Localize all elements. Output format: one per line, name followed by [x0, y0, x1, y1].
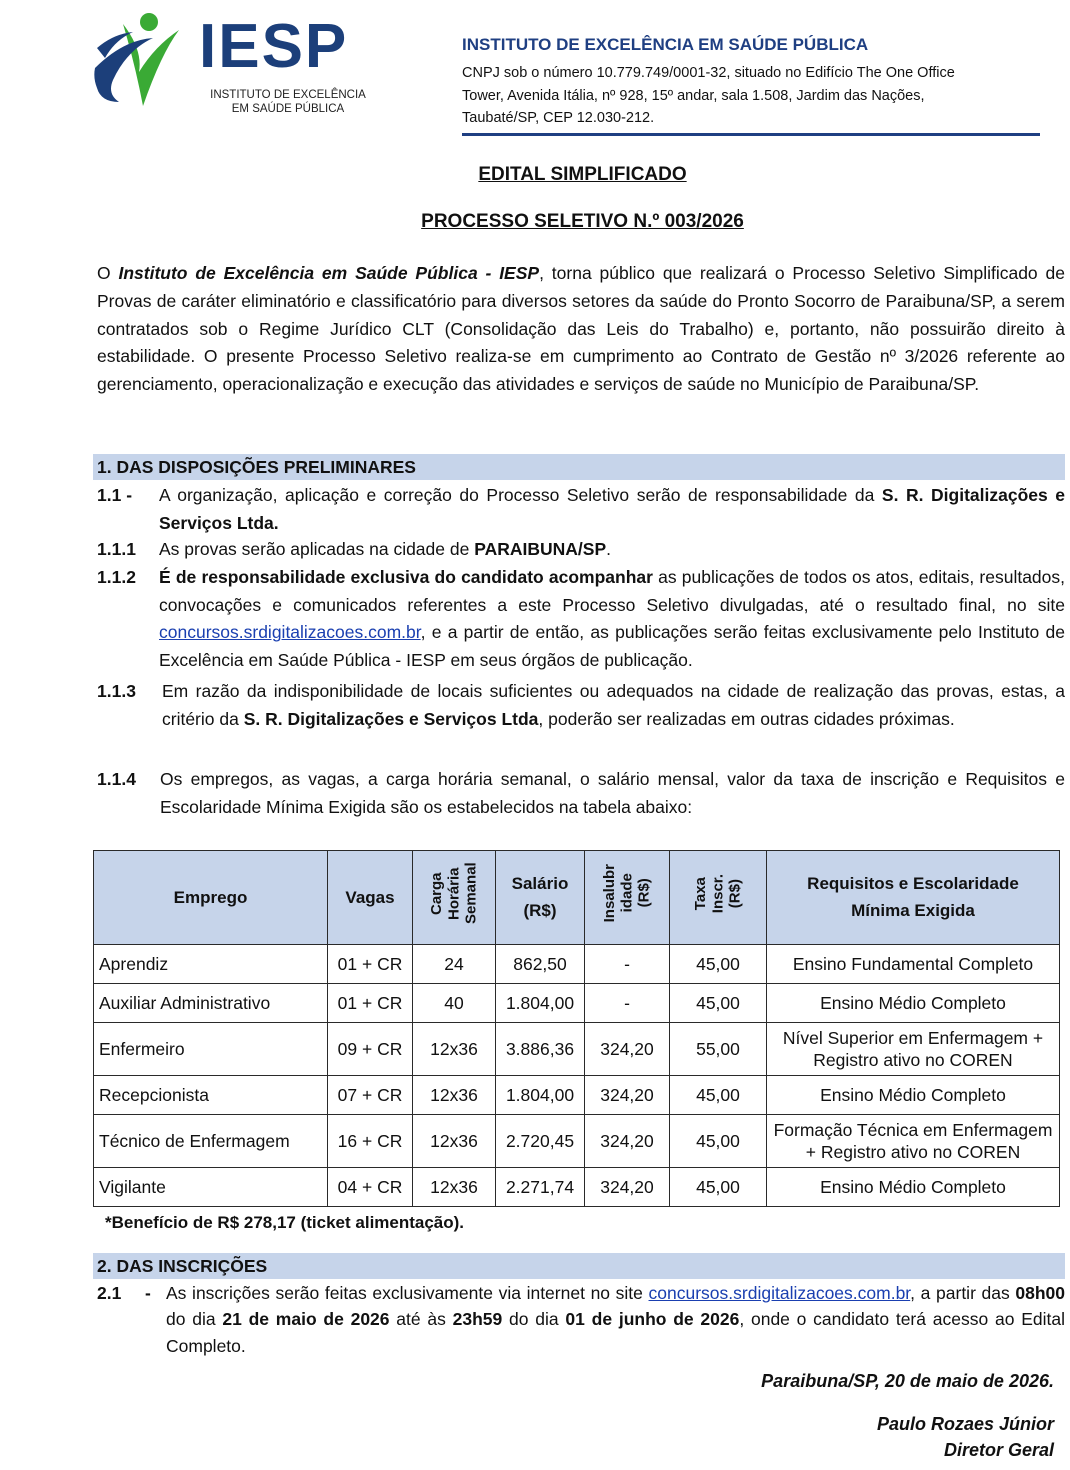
- cell-taxa: 45,00: [670, 1115, 767, 1168]
- item-text-bold: É de responsabilidade exclusiva do candidato acompanhar: [159, 567, 653, 587]
- item-2-1: [97, 1280, 1065, 1359]
- cell-emprego: Técnico de Enfermagem: [94, 1115, 328, 1168]
- cell-taxa: 45,00: [670, 945, 767, 984]
- col-taxa: [670, 851, 767, 945]
- intro-entity: Instituto de Excelência em Saúde Pública - IESP: [118, 263, 540, 283]
- cell-carga: 12x36: [413, 1115, 496, 1168]
- item-1-1-4: [97, 766, 1065, 821]
- col-taxa-line-2: Inscr.: [709, 873, 727, 914]
- item-text: , e a partir de então, as publicações serão feitas exclusivamente pelo Instituto de Excelência em Saúde Pública - IESP em seus órgãos de publicação.: [159, 622, 1065, 670]
- item-text-bold: S. R. Digitalizações e Serviços Ltda.: [159, 485, 1065, 533]
- cell-salario: 2.271,74: [496, 1168, 585, 1207]
- cell-insalubridade: 324,20: [585, 1023, 670, 1076]
- site-link[interactable]: concursos.srdigitalizacoes.com.br: [648, 1283, 911, 1303]
- logo-tagline-line-1: INSTITUTO DE EXCELÊNCIA: [210, 89, 366, 101]
- col-insalubridade: [585, 851, 670, 945]
- cell-requisitos: [767, 1076, 1060, 1115]
- section-1-heading: 1. DAS DISPOSIÇÕES PRELIMINARES: [93, 454, 1065, 480]
- intro-paragraph: [97, 260, 1065, 399]
- signer-name: Paulo Rozaes Júnior: [876, 1414, 1054, 1434]
- section-2-heading: 2. DAS INSCRIÇÕES: [93, 1253, 1065, 1279]
- cell-salario: 1.804,00: [496, 984, 585, 1023]
- item-1-1-1: [97, 536, 1065, 564]
- item-text: do dia: [166, 1309, 223, 1330]
- header-divider: [462, 133, 1040, 136]
- table-row: [94, 1023, 1060, 1076]
- cell-insalubridade: 324,20: [585, 1076, 670, 1115]
- cell-insalubridade: 324,20: [585, 1168, 670, 1207]
- cell-taxa: 45,00: [670, 1076, 767, 1115]
- signature-block: [877, 1411, 1054, 1463]
- req-line-1: Ensino Médio Completo: [820, 992, 1006, 1013]
- table-row: [94, 1168, 1060, 1207]
- col-vagas: Vagas: [328, 851, 413, 945]
- item-number: 1.1.2: [97, 567, 136, 587]
- site-link[interactable]: concursos.srdigitalizacoes.com.br: [159, 622, 421, 643]
- end-time: 23h59: [452, 1309, 503, 1330]
- table-header-row: [94, 851, 1060, 945]
- item-number: 1.1.4: [97, 769, 136, 789]
- place-date: Paraibuna/SP, 20 de maio de 2026.: [761, 1371, 1054, 1391]
- cell-vagas: 09 + CR: [328, 1023, 413, 1076]
- req-line-1: Nível Superior em Enfermagem +: [782, 1027, 1044, 1048]
- col-salario-line-2: (R$): [523, 900, 557, 920]
- item-text: Em razão da indisponibilidade de locais suficientes ou adequados na cidade de realização das provas, estas, a critério da: [162, 681, 1065, 729]
- item-text: do dia: [502, 1309, 566, 1330]
- cell-salario: 2.720,45: [496, 1115, 585, 1168]
- item-text: A organização, aplicação e correção do Processo Seletivo serão de responsabilidade da: [159, 485, 882, 505]
- item-number: 2.1: [97, 1283, 122, 1303]
- logo-wordmark: IESP: [199, 12, 349, 81]
- cell-taxa: 45,00: [670, 984, 767, 1023]
- table-row: [94, 945, 1060, 984]
- item-text-bold: S. R. Digitalizações e Serviços Ltda: [243, 708, 539, 729]
- cell-vagas: 01 + CR: [328, 984, 413, 1023]
- iesp-logo: [93, 10, 373, 120]
- logo-tagline: [203, 88, 373, 117]
- item-1-1: [97, 482, 1065, 537]
- item-text: Os empregos, as vagas, a carga horária semanal, o salário mensal, valor da taxa de inscrição e Requisitos e Escolaridade Mínima Exigida são os estabelecidos na tabela abaixo:: [160, 769, 1065, 817]
- institute-address: CNPJ sob o número 10.779.749/0001-32, situado no Edifício The One Office Tower, Avenida Itália, nº 928, 15º andar, sala 1.508, Jardim das Nações, Taubaté/SP, CEP 12.030-212.: [462, 65, 955, 127]
- col-salario-line-1: Salário: [511, 874, 569, 894]
- institute-name: INSTITUTO DE EXCELÊNCIA EM SAÚDE PÚBLICA: [462, 35, 869, 54]
- table-row: [94, 1076, 1060, 1115]
- start-date: 21 de maio de 2026: [222, 1309, 390, 1330]
- col-insal-line-2: idade: [618, 873, 636, 914]
- start-time: 08h00: [1015, 1283, 1065, 1303]
- table-row: [94, 1115, 1060, 1168]
- cell-carga: 12x36: [413, 1168, 496, 1207]
- item-number: 1.1 -: [97, 485, 133, 505]
- cell-emprego: Recepcionista: [94, 1076, 328, 1115]
- table-note: *Benefício de R$ 278,17 (ticket alimentação).: [105, 1213, 465, 1232]
- cell-vagas: 16 + CR: [328, 1115, 413, 1168]
- iesp-logo-mark-icon: [93, 10, 193, 110]
- req-line-2: Registro ativo no COREN: [813, 1050, 1013, 1071]
- signer-role: Diretor Geral: [943, 1440, 1054, 1461]
- cell-requisitos: [767, 984, 1060, 1023]
- req-line-1: Ensino Fundamental Completo: [792, 953, 1034, 974]
- item-dash: -: [145, 1283, 151, 1303]
- cell-requisitos: [767, 1023, 1060, 1076]
- cell-emprego: Aprendiz: [94, 945, 328, 984]
- col-requisitos: [767, 851, 1060, 945]
- col-req-line-2: Mínima Exigida: [851, 900, 975, 920]
- cell-salario: 3.886,36: [496, 1023, 585, 1076]
- item-1-1-3: [97, 678, 1065, 733]
- cell-carga: 24: [413, 945, 496, 984]
- col-carga-line-1: Carga Horária: [428, 867, 463, 920]
- logo-tagline-line-2: EM SAÚDE PÚBLICA: [231, 103, 345, 116]
- cell-carga: 40: [413, 984, 496, 1023]
- cell-insalubridade: -: [585, 945, 670, 984]
- item-text: As inscrições serão feitas exclusivamente via internet no site: [166, 1283, 649, 1303]
- item-text: até às: [389, 1309, 453, 1330]
- item-text: , poderão ser realizadas em outras cidades próximas.: [538, 708, 955, 729]
- item-text: .: [606, 539, 611, 559]
- cell-emprego: Auxiliar Administrativo: [94, 984, 328, 1023]
- cell-emprego: Vigilante: [94, 1168, 328, 1207]
- cell-requisitos: [767, 1168, 1060, 1207]
- cell-emprego: Enfermeiro: [94, 1023, 328, 1076]
- cell-vagas: 04 + CR: [328, 1168, 413, 1207]
- cell-vagas: 07 + CR: [328, 1076, 413, 1115]
- col-taxa-line-1: Taxa: [692, 876, 710, 911]
- cell-taxa: 45,00: [670, 1168, 767, 1207]
- cell-carga: 12x36: [413, 1023, 496, 1076]
- cell-requisitos: [767, 1115, 1060, 1168]
- req-line-1: Formação Técnica em Enfermagem: [773, 1119, 1053, 1140]
- item-text: , onde o candidato terá acesso ao Edital Completo.: [166, 1309, 1065, 1356]
- cell-insalubridade: -: [585, 984, 670, 1023]
- col-taxa-line-3: (R$): [726, 878, 744, 909]
- cell-salario: 862,50: [496, 945, 585, 984]
- col-insal-line-1: Insalubr: [601, 864, 619, 923]
- req-line-2: + Registro ativo no COREN: [805, 1142, 1021, 1163]
- req-line-1: Ensino Médio Completo: [820, 1084, 1006, 1105]
- jobs-table: [93, 850, 1060, 1207]
- item-text-bold: PARAIBUNA/SP: [474, 539, 607, 559]
- end-date: 01 de junho de 2026: [565, 1309, 740, 1330]
- col-emprego: Emprego: [94, 851, 328, 945]
- req-line-1: Ensino Médio Completo: [820, 1176, 1006, 1197]
- col-salario: [496, 851, 585, 945]
- cell-vagas: 01 + CR: [328, 945, 413, 984]
- intro-lead: O: [97, 263, 119, 283]
- item-text: as publicações de todos os atos, editais, resultados, convocações e comunicados referentes a este Processo Seletivo divulgadas, até o resultado final, no site: [159, 567, 1066, 615]
- item-text: As provas serão aplicadas na cidade de: [159, 539, 475, 559]
- cell-taxa: 55,00: [670, 1023, 767, 1076]
- col-carga: [413, 851, 496, 945]
- document-subtitle: PROCESSO SELETIVO N.º 003/2026: [421, 211, 744, 232]
- cell-insalubridade: 324,20: [585, 1115, 670, 1168]
- col-insal-line-3: (R$): [635, 878, 653, 909]
- col-carga-line-2: Semanal: [462, 862, 480, 925]
- document-title: EDITAL SIMPLIFICADO: [478, 164, 687, 185]
- cell-carga: 12x36: [413, 1076, 496, 1115]
- item-number: 1.1.3: [97, 681, 136, 701]
- intro-body: , torna público que realizará o Processo Seletivo Simplificado de Provas de caráter eliminatório e classificatório para diversos setores da saúde do Pronto Socorro de Paraibuna/SP, a serem contratados sob o Regime Jurídico CLT (Consolidação das Leis do Trabalho) e, portanto, não possuirão direito à estabilidade. O presente Processo Seletivo realiza-se em cumprimento ao Contrato de Gestão nº 3/2026 referente ao gerenciamento, operacionalização e execução das atividades e serviços de saúde no Município de Paraibuna/SP.: [97, 263, 1065, 395]
- institute-info: [462, 32, 982, 130]
- item-text: , a partir das: [910, 1283, 1016, 1303]
- table-row: [94, 984, 1060, 1023]
- cell-salario: 1.804,00: [496, 1076, 585, 1115]
- col-req-line-1: Requisitos e Escolaridade: [807, 874, 1019, 894]
- cell-requisitos: [767, 945, 1060, 984]
- item-1-1-2: [97, 564, 1065, 675]
- item-number: 1.1.1: [97, 539, 136, 559]
